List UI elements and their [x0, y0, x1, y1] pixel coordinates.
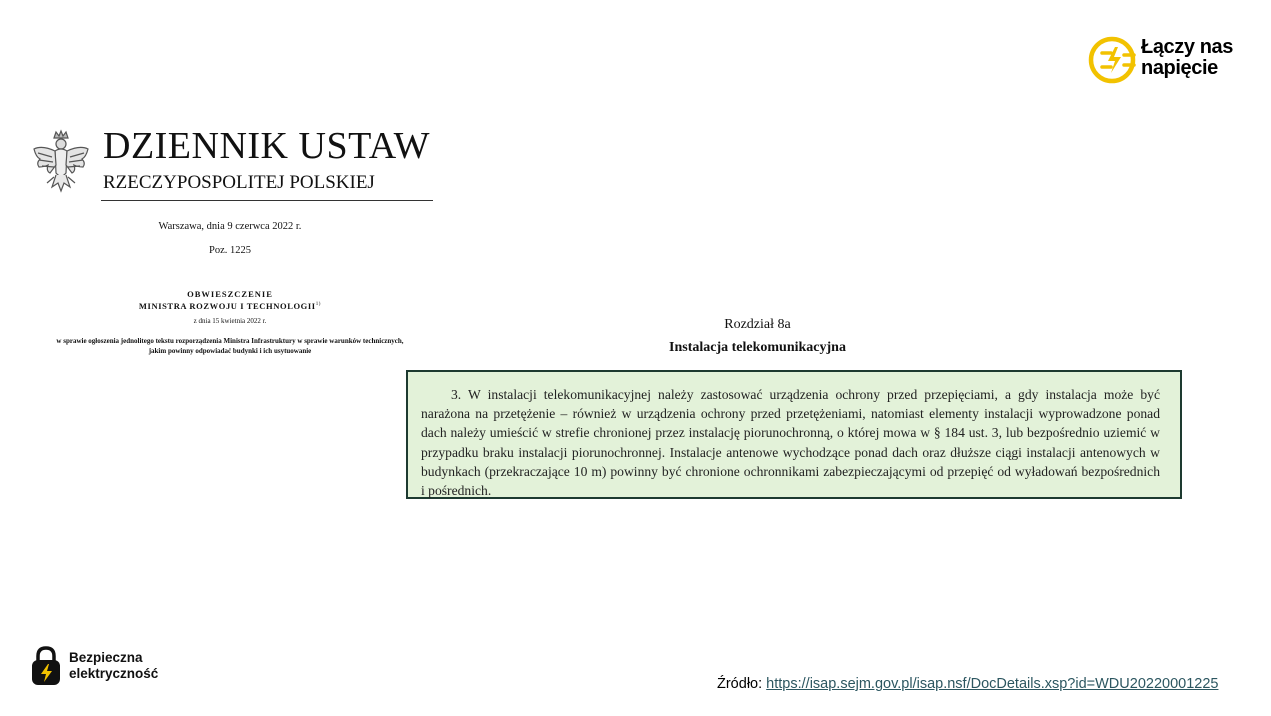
announcement-title: OBWIESZCZENIE: [187, 289, 273, 299]
announcement-minister: [0, 301, 460, 311]
minister-name: MINISTRA ROZWOJU I TECHNOLOGII: [138, 301, 316, 311]
safety-logo: [30, 645, 180, 687]
brand-line-1: Łączy nas: [1141, 36, 1234, 58]
journal-title: DZIENNIK USTAW: [103, 125, 431, 167]
journal-subtitle: RZECZYPOSPOLITEJ POLSKIEJ: [103, 172, 375, 193]
regulation-excerpt-box: [406, 370, 1182, 499]
padlock-bolt-icon: [30, 645, 64, 687]
publication-date: Warszawa, dnia 9 czerwca 2022 r.: [158, 221, 302, 232]
position-number: Poz. 1225: [209, 245, 251, 256]
regulation-excerpt-text: 3. W instalacji telekomunikacyjnej należy zastosować urządzenia ochrony przed przepięciami, a gdy instalacja może być narażona na przetężenie – również w urządzenia ochrony przed przetężeniami, natomiast elementy instalacji wyprowadzone ponad dach należy umieścić w strefie chronionej przez instalację piorunochronną, o której mowa w § 184 ust. 3, lub bezpośrednio uziemić w przypadku braku instalacji piorunochronnej. Instalacje antenowe wychodzące ponad dach oraz dłuższe ciągi instalacji antenowych w budynkach (przekraczające 10 m) powinny być chronione ochronnikami zabezpieczającymi od przepięć od wyładowań bezpośrednich i pośrednich.: [421, 387, 1160, 499]
chapter-title: Instalacja telekomunikacyjna: [669, 340, 846, 355]
plug-bolt-icon: [1088, 35, 1138, 85]
polish-eagle-emblem: [30, 129, 92, 199]
source-label: Źródło:: [717, 676, 763, 692]
safety-line-2: elektryczność: [69, 666, 159, 681]
footnote-marker: 1): [315, 302, 322, 308]
safety-line-1: Bezpieczna: [69, 650, 143, 665]
source-link[interactable]: https://isap.sejm.gov.pl/isap.nsf/DocDetails.xsp?id=WDU20220001225: [766, 676, 1219, 692]
safety-logo-text: [69, 650, 158, 682]
source-line: [717, 676, 1218, 692]
title-divider: [101, 200, 433, 201]
brand-line-2: napięcie: [1141, 57, 1218, 79]
announcement-date: z dnia 15 kwietnia 2022 r.: [193, 317, 267, 325]
chapter-number: Rozdział 8a: [724, 317, 791, 332]
brand-logo: [1088, 35, 1258, 87]
announcement-subject: w sprawie ogłoszenia jednolitego tekstu rozporządzenia Ministra Infrastruktury w sprawie warunków technicznych, jakim powinny odpowiadać budynki i ich usytuowanie: [56, 337, 404, 355]
brand-name: [1141, 37, 1233, 79]
